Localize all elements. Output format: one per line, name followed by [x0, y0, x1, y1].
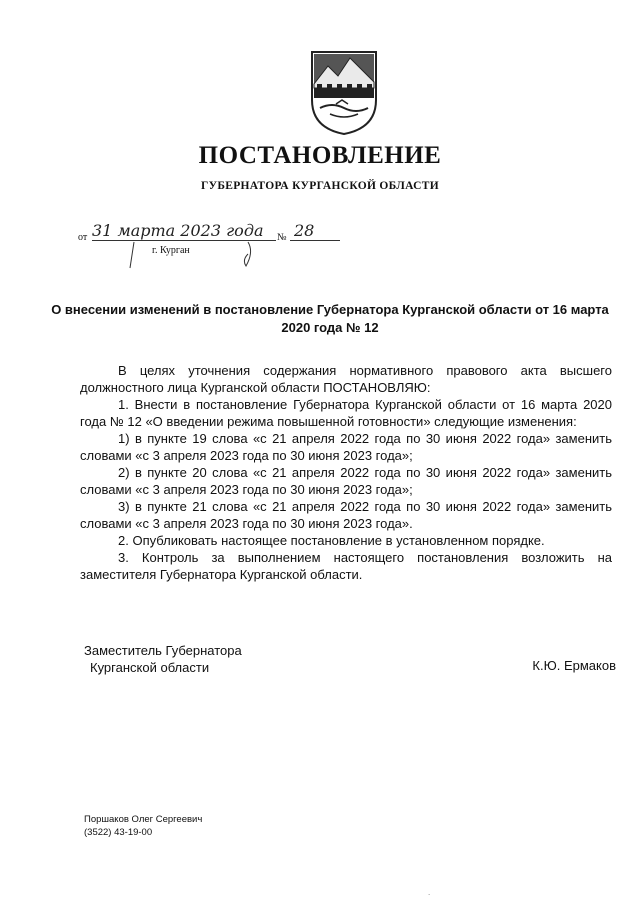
date-bracket-marks — [128, 240, 258, 270]
number-label: № — [277, 232, 287, 243]
signatory-position-line2: Курганской области — [90, 660, 210, 675]
date-from-label: от — [78, 232, 88, 243]
handwritten-date: 31 марта 2023 года — [92, 221, 264, 240]
place-of-issue: г. Курган — [152, 245, 190, 256]
executor-info — [84, 813, 202, 839]
document-body — [80, 362, 612, 583]
body-paragraph: В целях уточнения содержания нормативного правового акта высшего должностного лица Курганской области ПОСТАНОВЛЯЮ: — [80, 363, 612, 395]
body-paragraph: 2) в пункте 20 слова «с 21 апреля 2022 года по 30 июня 2022 года» заменить словами «с 3 апреля 2023 года по 30 июня 2023 года»; — [80, 465, 612, 497]
signatory-position-line1: Заместитель Губернатора — [84, 643, 242, 658]
body-paragraph: 3) в пункте 21 слова «с 21 апреля 2022 года по 30 июня 2022 года» заменить словами «с 3 апреля 2023 года по 30 июня 2023 года». — [80, 499, 612, 531]
signatory-name: К.Ю. Ермаков — [532, 658, 616, 673]
signatory-position — [84, 642, 242, 676]
document-type-title: ПОСТАНОВЛЕНИЕ — [198, 142, 442, 169]
issuing-authority: ГУБЕРНАТОРА КУРГАНСКОЙ ОБЛАСТИ — [201, 180, 439, 192]
page-mark: . — [428, 888, 431, 897]
body-paragraph: 2. Опубликовать настоящее постановление в установленном порядке. — [118, 533, 545, 548]
executor-phone: (3522) 43-19-00 — [84, 827, 153, 838]
body-paragraph: 3. Контроль за выполнением настоящего постановления возложить на заместителя Губернатора Курганской области. — [80, 550, 612, 582]
number-underline — [290, 240, 340, 241]
body-paragraph: 1. Внести в постановление Губернатора Курганской области от 16 марта 2020 года № 12 «О введении режима повышенной готовности» следующие изменения: — [80, 397, 612, 429]
document-heading: О внесении изменений в постановление Губернатора Курганской области от 16 марта 2020 года № 12 — [51, 302, 609, 335]
handwritten-number: 28 — [294, 221, 315, 240]
body-paragraph: 1) в пункте 19 слова «с 21 апреля 2022 года по 30 июня 2022 года» заменить словами «с 3 апреля 2023 года по 30 июня 2023 года»; — [80, 431, 612, 463]
executor-name: Поршаков Олег Сергеевич — [84, 814, 203, 825]
coat-of-arms-emblem — [308, 48, 380, 136]
